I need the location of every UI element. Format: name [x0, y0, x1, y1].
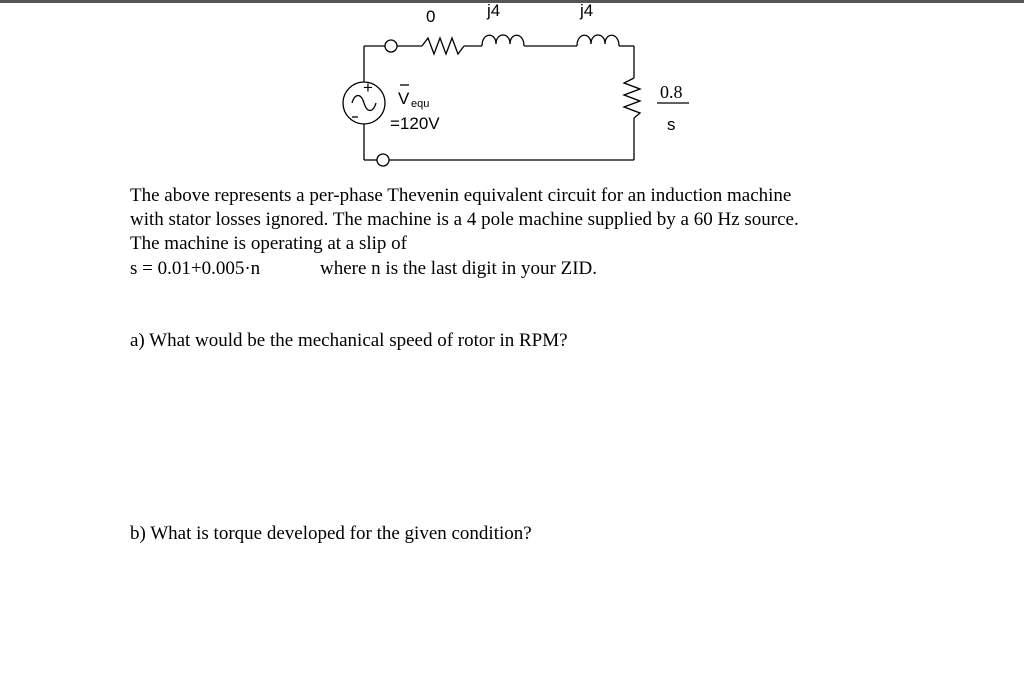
slip-formula: s = 0.01+0.005·n [130, 258, 261, 279]
source-voltage-name: V [398, 89, 410, 108]
slip-note: where n is the last digit in your ZID. [320, 258, 598, 279]
question-b: b) What is torque developed for the given condition? [130, 523, 532, 544]
terminal-bottom [377, 154, 389, 166]
problem-line: with stator losses ignored. The machine is a 4 pole machine supplied by a 60 Hz source. [130, 209, 799, 230]
thevenin-circuit-diagram [0, 0, 1024, 180]
stator-inductor [482, 35, 524, 46]
slip-equation [130, 258, 598, 280]
rotor-inductor [577, 35, 619, 46]
problem-line: The above represents a per-phase Thevenin equivalent circuit for an induction machine [130, 185, 792, 206]
load-denominator: s [667, 115, 676, 134]
terminal-top [385, 40, 397, 52]
source-plus-label: + [363, 78, 373, 97]
problem-line: The machine is operating at a slip of [130, 233, 407, 254]
problem-statement [130, 184, 990, 256]
stator-reactance-label: j4 [487, 1, 501, 20]
load-numerator: 0.8 [660, 82, 683, 102]
question-a: a) What would be the mechanical speed of rotor in RPM? [130, 330, 568, 351]
stator-resistor [422, 38, 464, 54]
source-voltage-value: =120V [390, 114, 440, 133]
load-resistor [624, 78, 640, 118]
rotor-reactance-label: j4 [580, 1, 594, 20]
stator-resistance-label: 0 [426, 7, 436, 26]
source-voltage-subscript: equ [411, 98, 430, 110]
